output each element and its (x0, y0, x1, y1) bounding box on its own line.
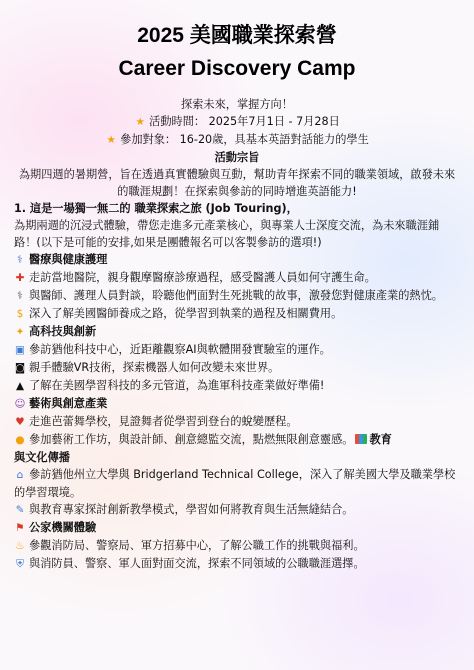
purpose-text: 為期四週的暑期營，旨在透過真實體驗與互動，幫助青年探索不同的職業領域，啟發未來的職涯規劃！在探索與參訪的同時增進英語能力! (18, 168, 456, 198)
date-text: 活動時間： 2025年7月1日 - 7月28日 (149, 115, 340, 128)
list-item: ✎ 與教育專家探討創新教學模式，學習如何將教育與生活無縫結合。 (14, 501, 460, 519)
date-line (14, 113, 460, 131)
job-touring-heading: 1. 這是一場獨一無二的 職業探索之旅 (Job Touring)， (14, 202, 298, 215)
star-icon: ★ (135, 116, 145, 128)
section-medical-title: ⚕ 醫療與健康護理 (14, 251, 460, 269)
ambulance-icon: ✚ (15, 272, 25, 284)
list-item: ⛨ 與消防員、警察、軍人面對面交流，探索不同領域的公職職涯選擇。 (14, 555, 460, 573)
school-icon: ⌂ (16, 469, 24, 481)
title-chinese: 2025 美國職業探索營 (137, 24, 337, 47)
list-item: ● 參加藝術工作坊，與設計師、創意總監交流，點燃無限創意靈感。 教育 (14, 431, 460, 449)
star-icon: ★ (106, 134, 116, 146)
fire-icon: ♨ (15, 540, 25, 552)
section-education-title-part2: 與文化傳播 (14, 451, 70, 464)
books-icon (355, 434, 367, 444)
list-item: ▲ 了解在美國學習科技的多元管道，為進軍科技產業做好準備! (14, 377, 460, 395)
vr-goggles-icon: ◙ (14, 362, 26, 374)
lightbulb-icon: ✦ (15, 326, 25, 338)
shield-icon: ⛨ (16, 558, 24, 570)
list-item: ♥ 走進芭蕾舞學校，見證舞者從學習到登台的蛻變歷程。 (14, 413, 460, 431)
list-item: ✚ 走訪當地醫院，親身觀摩醫療診療過程，感受醫護人員如何守護生命。 (14, 269, 460, 287)
syringe-icon: ✎ (15, 504, 25, 516)
section-education-title-part1: 教育 (369, 433, 392, 446)
job-touring-text: 為期兩週的沉浸式體驗，帶您走進多元產業核心，與專業人士深度交流，為未來職涯鋪路！(以下是可能的安排,如果是團體報名可以客製參訪的選項!) (14, 219, 440, 249)
stethoscope-icon: ⚕ (17, 254, 23, 266)
list-item: ⌂ 參訪猶他州立大學與 Bridgerland Technical College，深入了解美國大學及職業學校的學習環境。 (14, 468, 456, 499)
audience-line (14, 131, 460, 149)
ballet-shoes-icon: ♥ (15, 416, 25, 428)
list-item: ⚕ 與醫師、護理人員對談，聆聽他們面對生死挑戰的故事，激發您對健康產業的熱忱。 (14, 287, 460, 305)
purpose-heading: 活動宗旨 (214, 151, 260, 164)
palette-icon: ● (15, 434, 25, 446)
list-item: ▣ 參訪猶他科技中心，近距離觀察AI與軟體開發實驗室的運作。 (14, 341, 460, 359)
graduation-cap-icon: ▲ (15, 380, 25, 392)
title-english: Career Discovery Camp (118, 57, 356, 80)
section-arts-title: ☺ 藝術與創意產業 (14, 395, 460, 413)
section-public-title: ⚑ 公家機關體驗 (14, 519, 460, 537)
audience-text: 參加對象： 16-20歲，具基本英語對話能力的學生 (120, 133, 369, 146)
computer-icon: ▣ (15, 344, 25, 356)
list-item: ◙ 親手體驗VR技術，探索機器人如何改變未來世界。 (14, 359, 460, 377)
section-tech-title: ✦ 高科技與創新 (14, 323, 460, 341)
money-bag-icon: $ (16, 308, 24, 320)
tagline: 探索未來，掌握方向！ (181, 98, 293, 111)
flag-icon: ⚑ (15, 522, 25, 534)
theater-masks-icon: ☺ (14, 398, 26, 410)
stethoscope-icon: ⚕ (17, 290, 23, 302)
list-item: $ 深入了解美國醫師養成之路，從學習到執業的過程及相關費用。 (14, 305, 460, 323)
list-item: ♨ 參觀消防局、警察局、軍方招募中心，了解公職工作的挑戰與福利。 (14, 537, 460, 555)
